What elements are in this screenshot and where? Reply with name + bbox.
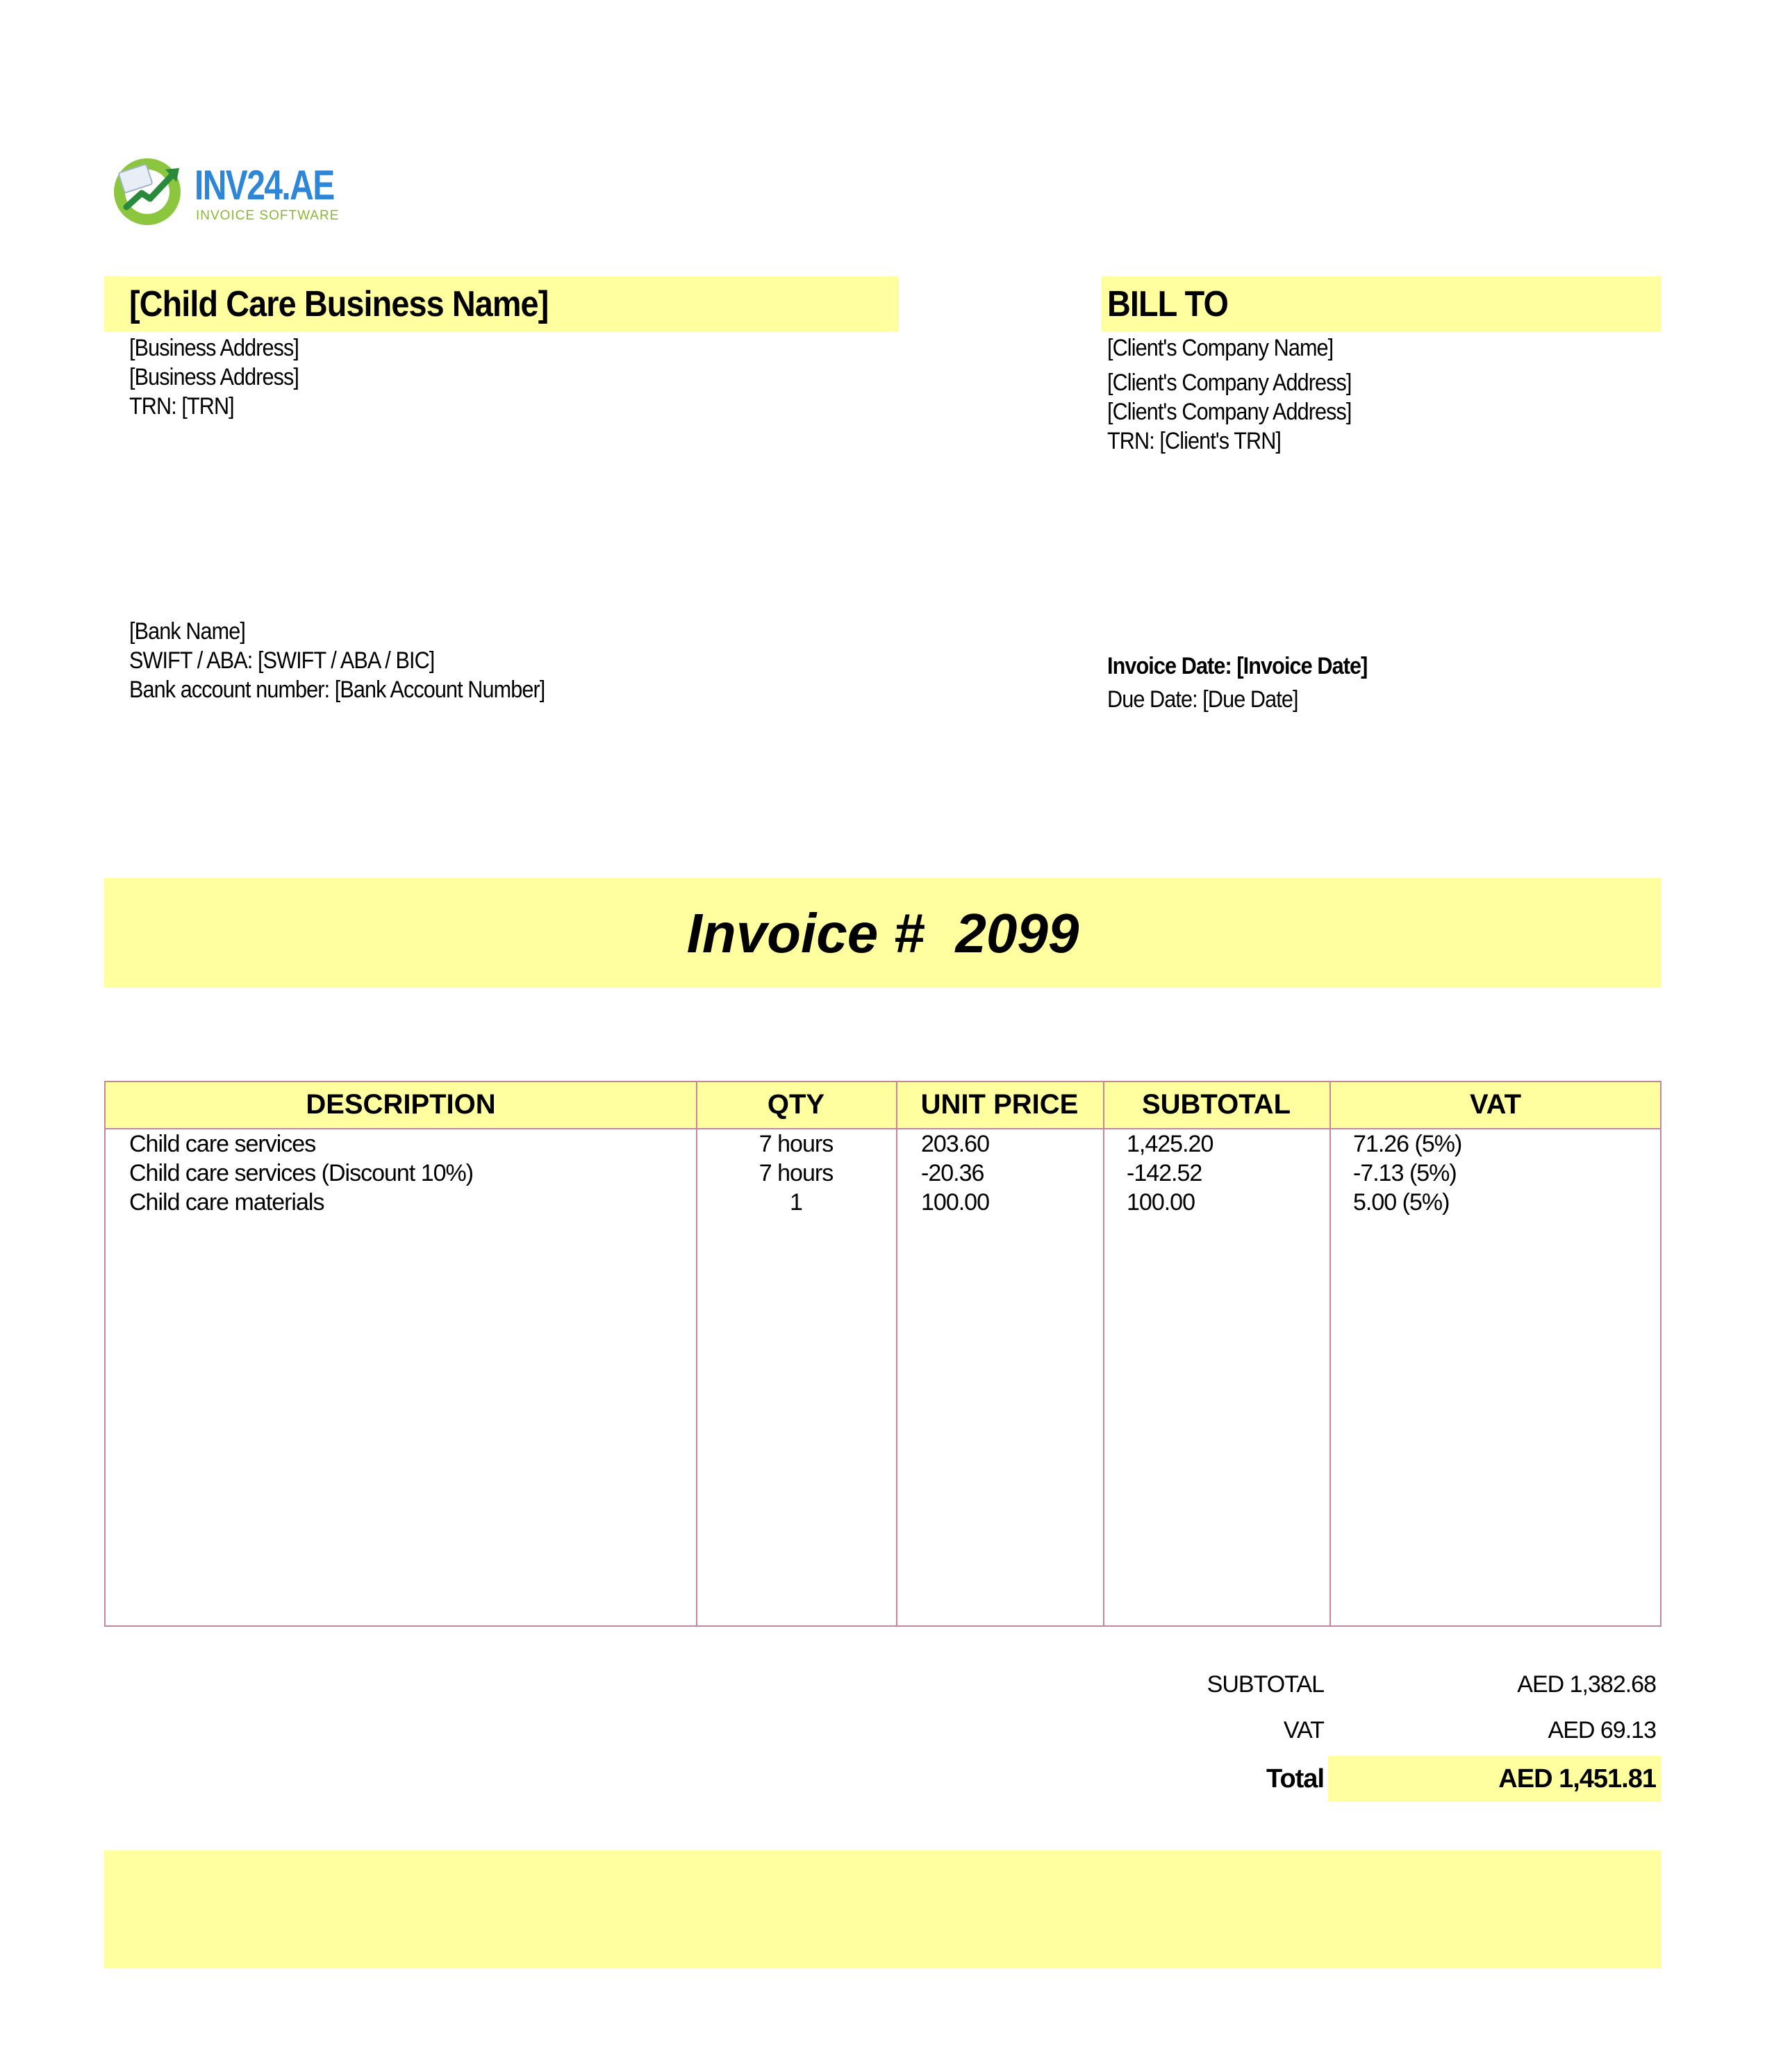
business-name: [Child Care Business Name] [129,284,549,324]
header-qty: QTY [767,1089,825,1120]
row-1-qty: 7 hours [759,1131,834,1157]
subtotal-value: AED 1,382.68 [1517,1671,1656,1698]
business-address-line-2: [Business Address] [129,364,299,390]
row-2-qty: 7 hours [759,1160,834,1186]
invoice-title-bar [104,878,1662,988]
row-2-vat: -7.13 (5%) [1353,1160,1457,1186]
row-3-unit-price: 100.00 [921,1189,989,1216]
subtotal-label: SUBTOTAL [1207,1671,1324,1698]
vat-label: VAT [1283,1717,1324,1743]
row-3-description: Child care materials [129,1189,324,1216]
total-value: AED 1,451.81 [1498,1764,1656,1793]
due-date: Due Date: [Due Date] [1107,686,1298,713]
row-3-subtotal: 100.00 [1127,1189,1195,1216]
bank-account: Bank account number: [Bank Account Number] [129,677,545,703]
items-table [104,1081,1662,1627]
logo-wordmark: INV24.AE [194,162,334,208]
invoice-title [104,902,1662,964]
row-2-unit-price: -20.36 [921,1160,984,1186]
footer-bar [104,1850,1662,1969]
business-address-line-1: [Business Address] [129,335,299,361]
row-2-description: Child care services (Discount 10%) [129,1160,474,1186]
row-3-vat: 5.00 (5%) [1353,1189,1450,1216]
row-2-subtotal: -142.52 [1127,1160,1202,1186]
header-unit-price: UNIT PRICE [920,1089,1079,1120]
header-vat: VAT [1469,1089,1522,1120]
row-1-description: Child care services [129,1131,316,1157]
bill-to-bar [1102,276,1662,332]
column-divider [1329,1082,1331,1625]
bank-swift: SWIFT / ABA: [SWIFT / ABA / BIC] [129,647,435,674]
client-address-line-2: [Client's Company Address] [1107,399,1352,425]
business-name-bar [104,276,899,332]
row-1-vat: 71.26 (5%) [1353,1131,1462,1157]
invoice-number: 2099 [955,902,1079,964]
company-logo [111,153,347,229]
header-subtotal: SUBTOTAL [1141,1089,1291,1120]
client-company-name: [Client's Company Name] [1107,335,1334,361]
logo-tagline: INVOICE SOFTWARE [196,208,340,223]
logo-icon [111,153,188,229]
row-1-unit-price: 203.60 [921,1131,989,1157]
vat-value: AED 69.13 [1548,1717,1656,1743]
row-1-subtotal: 1,425.20 [1127,1131,1213,1157]
invoice-date: Invoice Date: [Invoice Date] [1107,653,1368,679]
invoice-label: Invoice # [686,902,925,964]
bank-name: [Bank Name] [129,618,245,645]
bill-to-heading: BILL TO [1107,284,1228,324]
total-label: Total [1266,1764,1324,1793]
column-divider [896,1082,897,1625]
column-divider [1103,1082,1104,1625]
row-3-qty: 1 [790,1189,802,1216]
client-address-line-1: [Client's Company Address] [1107,370,1352,396]
header-description: DESCRIPTION [306,1089,496,1120]
business-trn: TRN: [TRN] [129,393,234,420]
client-trn: TRN: [Client's TRN] [1107,428,1282,454]
